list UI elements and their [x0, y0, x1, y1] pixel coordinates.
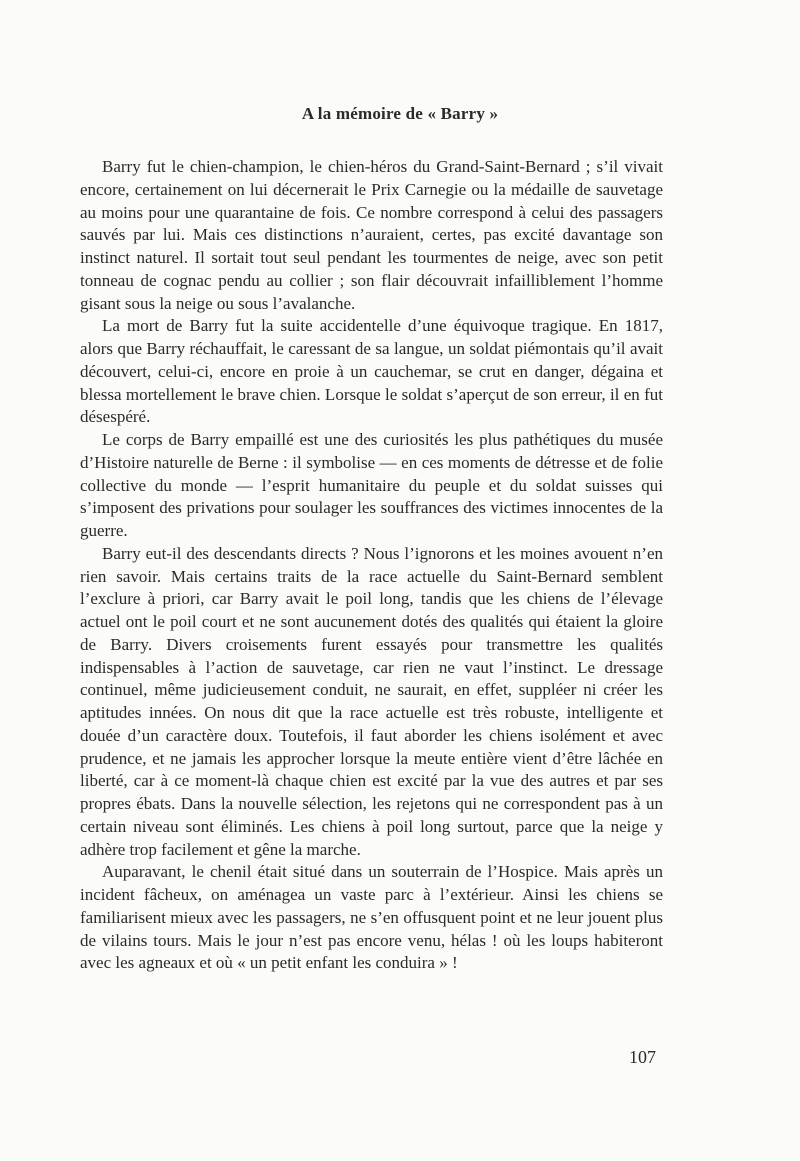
- paragraph-descendants: Barry eut-il des descendants directs ? Nous l’ignorons et les moines avouent n’en rien savoir. Mais certains traits de la race actuelle du Saint-Bernard semblent l’exclure à priori, car Barry avait le poil long, tandis que les chiens de l’élevage actuel ont le poil court et ne sont aucunement dotés des qualités qui étaient la gloire de Barry. Divers croisements furent essayés pour transmettre les qualités indispensables à l’action de sauvetage, car rien ne vaut l’instinct. Le dressage continuel, même judicieusement conduit, ne saurait, en effet, suppléer ni créer les aptitudes innées. On nous dit que la race actuelle est très robuste, intelligente et douée d’un caractère doux. Toutefois, il faut aborder les chiens isolément et avec prudence, et ne jamais les approcher lorsque la meute entière vient d’être lâchée en liberté, car à ce moment-là chaque chien est excité par la vue des autres et par ses propres ébats. Dans la nouvelle sélection, les rejetons qui ne correspondent pas à un certain niveau sont éliminés. Les chiens à poil long surtout, parce que la neige y adhère trop facilement et gêne la marche.: [80, 543, 663, 859]
- page-number: 107: [629, 1047, 656, 1067]
- body-text: [80, 156, 663, 975]
- paragraph-barry-death: La mort de Barry fut la suite accidentelle d’une équivoque tragique. En 1817, alors que Barry réchauffait, le caressant de sa langue, un soldat piémontais qu’il avait découvert, celui-ci, encore en proie à un cauchemar, se crut en danger, dégaina et blessa mortellement le brave chien. Lorsque le soldat s’aperçut de son erreur, il en fut désespéré.: [80, 316, 663, 427]
- paragraph-kennel: Auparavant, le chenil était situé dans un souterrain de l’Hospice. Mais après un incident fâcheux, on aménagea un vaste parc à l’extérieur. Ainsi les chiens se familiarisent mieux avec les passagers, ne s’en offusquent point et ne leur jouent plus de vilains tours. Mais le jour n’est pas encore venu, hélas ! où les loups habiteront avec les agneaux et où « un petit enfant les conduira » !: [80, 862, 663, 973]
- paragraph-barry-museum: Le corps de Barry empaillé est une des curiosités les plus pathétiques du musée d’Histoire naturelle de Berne : il symbolise — en ces moments de détresse et de folie collective du monde — l’esprit humanitaire du peuple et du soldat suisses qui s’imposent des privations pour soulager les souffrances des victimes innocentes de la guerre.: [80, 430, 663, 540]
- paragraph-barry-hero: Barry fut le chien-champion, le chien-héros du Grand-Saint-Bernard ; s’il vivait encore, certainement on lui décernerait le Prix Carnegie ou la médaille de sauvetage au moins pour une quarantaine de fois. Ce nombre correspond à celui des passagers sauvés par lui. Mais ces distinctions n’auraient, certes, pas excité davantage son instinct naturel. Il sortait tout seul pendant les tourmentes de neige, avec son petit tonneau de cognac pendu au collier ; son flair découvrait infailliblement l’homme gisant sous la neige ou sous l’avalanche.: [80, 157, 663, 313]
- chapter-title: A la mémoire de « Barry »: [301, 104, 499, 123]
